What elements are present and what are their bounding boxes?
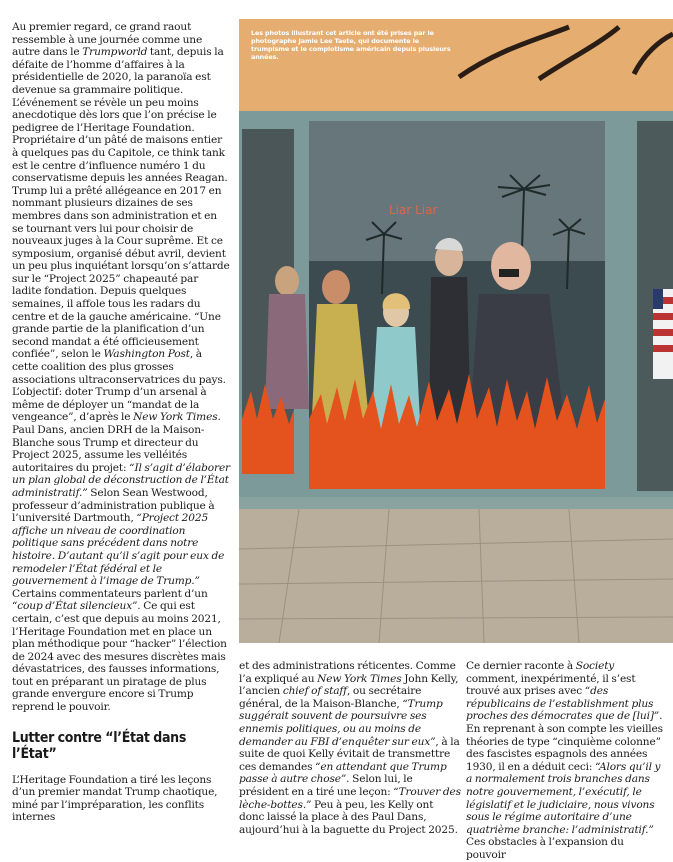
article-photo [239,19,673,643]
neon-sign: Liar Liar [389,203,438,217]
flag [653,289,673,379]
section-subheading: Lutter contre “l’État dans l’État” [12,729,187,762]
paragraph-dans: Ce dernier raconte à Society comment, inexpérimenté, il s’est trouvé aux prises avec “des républicains de l’establishment plus proches des démocrates que de [lui]”. En reprenant à son compte les vieilles théories de type “cinquième colonne” des fascistes espagnols des années 1930, il en a déduit ceci: “Alors qu’il y a normalement trois branches dans notre gouvernement, l’exécutif, le législatif et le judiciaire, nous vivons sous le régime autoritaire d’une quatrième branche: l’administratif.” Ces obstacles à l’expansion du pouvoir [466,660,663,861]
paragraph-heritage: L’Heritage Foundation a tiré les leçons d’un premier mandat Trump chaotique, miné par l’impréparation, les conflits internes [12,773,218,824]
article-column-3 [466,660,666,862]
photo-caption: Les photos illustrant cet article ont été prises par le photographe Jamie Lee Taete, qui documente le trumpisme et le complotisme américain depuis plusieurs années. [251,29,451,61]
storefront-illustration [239,19,673,643]
paragraph-kelly: et des administrations réticentes. Comme l’a expliqué au New York Times John Kelly, l’ancien chief of staff, ou secrétaire général, de la Maison-Blanche, “Trump suggérait souvent de poursuivre ses ennemis politiques, ou au moins de demander au FBI d’enquêter sur eux”, à la suite de quoi Kelly évitait de transmettre ces demandes “en attendant que Trump passe à autre chose”. Selon lui, le président en a tiré une leçon: “Trouver des lèche-bottes.” Peu à peu, les Kelly ont donc laissé la place à des Paul Dans, aujourd’hui à la baguette du Project 2025. [239,660,461,836]
article-column-1 [12,21,230,824]
paragraph-intro: Au premier regard, ce grand raout ressemble à une journée comme une autre dans le Trumpworld tant, depuis la défaite de l’homme d’affaires à la présidentielle de 2020, la paranoïa est devenue sa grammaire politique. L’événement se révèle un peu moins anecdotique dès lors que l’on précise le pedigree de l’Heritage Foundation. Propriétaire d’un pâté de maisons entier à quelques pas du Capitole, ce think tank est le centre d’influence numéro 1 du conservatisme depuis les années Reagan. Trump lui a prêté allégeance en 2017 en nommant plusieurs dizaines de ses membres dans son administration et en se tournant vers lui pour choisir de nouveaux juges à la Cour suprême. Et ce symposium, organisé début avril, devient un peu plus inquiétant lorsqu’on s’attarde sur le “Project 2025” chapeauté par ladite fondation. Depuis quelques semaines, il affole tous les radars du centre et de la gauche américaine. “Une grande partie de la planification d’un second mandat a été officieusement confiée”, selon le Washington Post, à cette coalition des plus grosses associations ultraconservatrices du pays. L’objectif: doter Trump d’un arsenal à même de déployer un “mandat de la vengeance”, d’après le New York Times. Paul Dans, ancien DRH de la Maison-Blanche sous Trump et directeur du Project 2025, assume les velléités autoritaires du projet: “Il s’agit d’élaborer un plan global de déconstruction de l’État administratif.” Selon Sean Westwood, professeur d’administration publique à l’université Dartmouth, “Project 2025 affiche un niveau de coordination politique sans précédent dans notre histoire. D’autant qu’il s’agit pour eux de remodeler l’État fédéral et le gouvernement à l’image de Trump.” Certains commentateurs parlent d’un “coup d’État silencieux”. Ce qui est certain, c’est que depuis au moins 2021, l’Heritage Foundation met en place un plan méthodique pour “hacker” l’élection de 2024 avec des mesures discrètes mais dévastatrices, des fausses informations, tout en préparant un piratage de plus grande envergure encore si Trump reprend le pouvoir. [12,21,230,714]
window-sill [239,497,673,511]
article-column-2 [239,660,461,836]
pavement [239,509,673,643]
